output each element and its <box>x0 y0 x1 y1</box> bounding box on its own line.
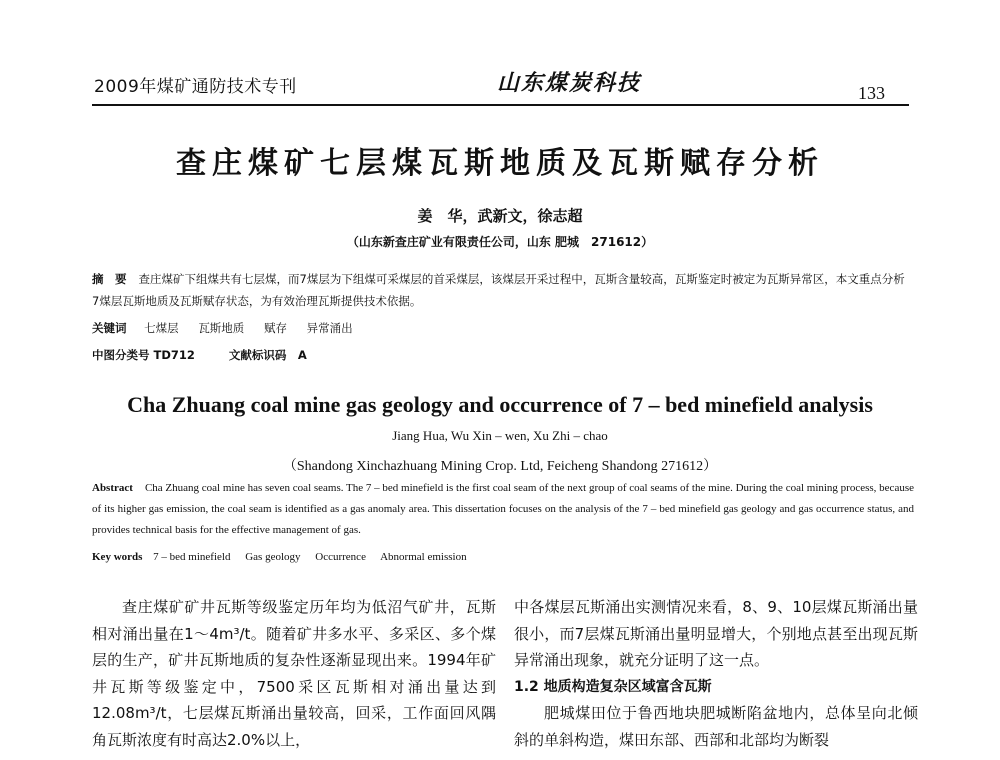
chinese-keyword: 七煤层 <box>144 321 179 335</box>
english-abstract-label: Abstract <box>92 482 133 494</box>
chinese-abstract-text: 查庄煤矿下组煤共有七层煤，而7煤层为下组煤可采煤层的首采煤层，该煤层开采过程中，瓦斯含量较高，瓦斯鉴定时被定为瓦斯异常区，本文重点分析7煤层瓦斯地质及瓦斯赋存状态，为有效治理瓦斯提供技术依据。 <box>92 272 905 308</box>
page-number: 133 <box>858 83 885 103</box>
chinese-keyword: 瓦斯地质 <box>198 321 245 335</box>
body-column-right <box>514 594 918 753</box>
english-keyword: 7 – bed minefield <box>153 551 231 563</box>
classification-line <box>92 347 317 363</box>
chinese-keyword: 异常涌出 <box>306 321 353 335</box>
running-header-journal-name: 山东煤炭科技 <box>497 70 642 96</box>
body-paragraph: 中各煤层瓦斯涌出实测情况来看，8、9、10层煤瓦斯涌出量很小，而7层煤瓦斯涌出量明显增大，个别地点甚至出现瓦斯异常涌出现象，就充分证明了这一点。 <box>514 598 918 669</box>
clc-number: 中图分类号 TD712 <box>92 348 195 362</box>
english-affiliation: （Shandong Xinchazhuang Mining Crop. Ltd, Feicheng Shandong 271612） <box>282 459 718 474</box>
body-paragraph: 查庄煤矿矿井瓦斯等级鉴定历年均为低沼气矿井，瓦斯相对涌出量在1～4m³/t。随着矿井多水平、多采区、多个煤层的生产，矿井瓦斯地质的复杂性逐渐显现出来。1994年矿井瓦斯等级鉴定中，7500采区瓦斯相对涌出量达到12.08m³/t，七层煤瓦斯涌出量较高，回采，工作面回风隅角瓦斯浓度有时高达2.0%以上， <box>92 598 496 749</box>
body-paragraph: 肥城煤田位于鲁西地块肥城断陷盆地内，总体呈向北倾斜的单斜构造，煤田东部、西部和北部均为断裂 <box>514 704 918 749</box>
english-keyword: Gas geology <box>245 551 301 563</box>
running-header-journal-issue: 2009年煤矿通防技术专刊 <box>94 77 297 97</box>
author-list: 姜 华，武新文，徐志超 <box>417 207 583 225</box>
english-keywords-label: Key words <box>92 551 143 563</box>
chinese-keywords <box>92 320 369 336</box>
affiliation: （山东新查庄矿业有限责任公司，山东 肥城 271612） <box>346 235 654 249</box>
english-abstract <box>92 478 914 541</box>
english-author-list: Jiang Hua, Wu Xin – wen, Xu Zhi – chao <box>392 428 608 443</box>
english-keyword: Abnormal emission <box>380 551 467 563</box>
english-keywords <box>92 551 479 563</box>
section-heading: 1.2 地质构造复杂区域富含瓦斯 <box>514 678 712 695</box>
chinese-abstract-label: 摘 要 <box>92 272 127 286</box>
english-abstract-text: Cha Zhuang coal mine has seven coal seams. The 7 – bed minefield is the first coal seam of the next group of coal seams of the mine. During the coal mining process, because of its higher gas emission, the coal seam is identified as a gas anomaly area. This dissertation focuses on the analysis of the 7 – bed minefield gas geology and gas occurrence status, and provides technical basis for the effective management of gas. <box>92 482 914 536</box>
chinese-abstract <box>92 268 912 312</box>
chinese-keywords-label: 关键词 <box>92 321 127 335</box>
document-code: 文献标识码 A <box>228 348 307 362</box>
header-rule <box>92 104 909 106</box>
english-title: Cha Zhuang coal mine gas geology and occurrence of 7 – bed minefield analysis <box>127 392 873 417</box>
english-keyword: Occurrence <box>315 551 366 563</box>
body-column-left <box>92 594 496 753</box>
article-title: 查庄煤矿七层煤瓦斯地质及瓦斯赋存分析 <box>176 146 824 181</box>
chinese-keyword: 赋存 <box>263 321 287 335</box>
